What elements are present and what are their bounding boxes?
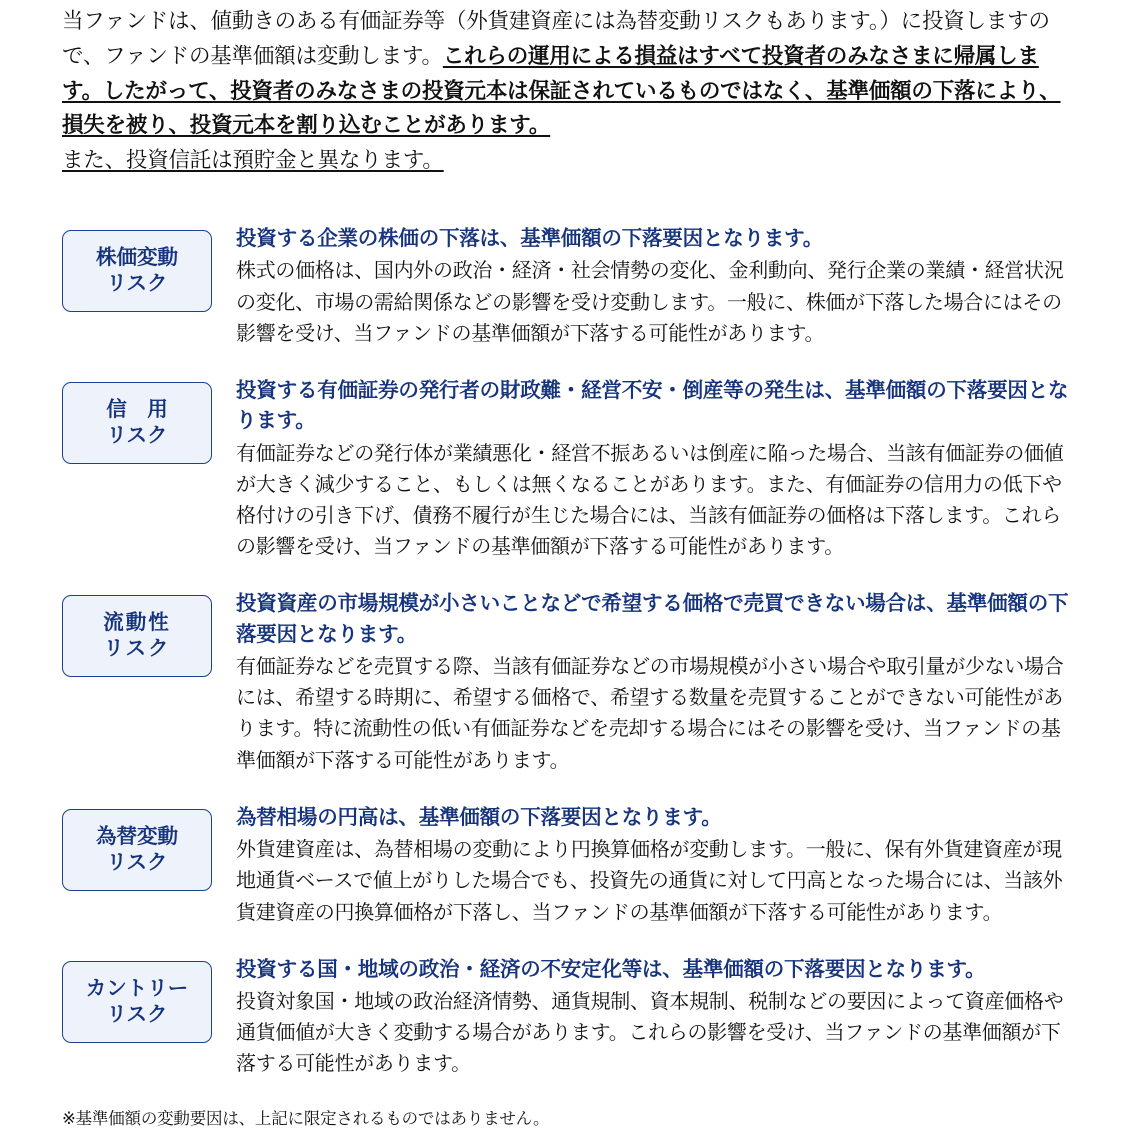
- risk-heading: 投資資産の市場規模が小さいことなどで希望する価格で売買できない場合は、基準価額の下落要因となります。: [236, 592, 1069, 646]
- risk-badge-exchange-rate: [62, 809, 212, 891]
- intro-text-emphasis: これらの運用による損益はすべて投資者のみなさまに帰属します。したがって、投資者のみなさまの投資元本は保証されているものではなく、基準価額の下落により、損失を被り、投資元本を割り込むことがあります。: [62, 43, 1061, 138]
- risk-badge-line2: リスク: [103, 637, 171, 661]
- risk-item: [62, 955, 1072, 1081]
- risk-heading: 投資する有価証券の発行者の財政難・経営不安・倒産等の発生は、基準価額の下落要因となります。: [236, 379, 1069, 433]
- risk-item: [62, 803, 1072, 929]
- risk-description: 外貨建資産は、為替相場の変動により円換算価格が変動します。一般に、保有外貨建資産が現地通貨ベースで値上がりした場合でも、投資先の通貨に対して円高となった場合には、当該外貨建資産の円換算価格が下落し、当ファンドの基準価額が下落する可能性があります。: [236, 839, 1063, 924]
- intro-text-lastline: また、投資信託は預貯金と異なります。: [62, 148, 444, 173]
- risk-badge-line2: リスク: [106, 424, 168, 448]
- risk-badge-line1: 流動性: [103, 611, 171, 635]
- risk-description: 有価証券などの発行体が業績悪化・経営不振あるいは倒産に陥った場合、当該有価証券の価値が大きく減少すること、もしくは無くなることがあります。また、有価証券の信用力の低下や格付けの引き下げ、債務不履行が生じた場合には、当該有価証券の価格は下落します。これらの影響を受け、当ファンドの基準価額が下落する可能性があります。: [236, 442, 1064, 559]
- risk-body: [212, 955, 1072, 1081]
- risk-description: 株式の価格は、国内外の政治・経済・社会情勢の変化、金利動向、発行企業の業績・経営状況の変化、市場の需給関係などの影響を受け変動します。一般に、株価が下落した場合にはその影響を受け、当ファンドの基準価額が下落する可能性があります。: [236, 260, 1064, 345]
- risk-heading: 為替相場の円高は、基準価額の下落要因となります。: [236, 805, 722, 829]
- risk-body: [212, 589, 1072, 776]
- risk-body: [212, 224, 1072, 350]
- risk-item: [62, 589, 1072, 776]
- risk-badge-line2: リスク: [106, 850, 168, 874]
- risk-badge-line1: カントリー: [85, 976, 189, 1000]
- footnote: ※基準価額の変動要因は、上記に限定されるものではありません。: [62, 1109, 550, 1128]
- risk-badge-credit: [62, 382, 212, 464]
- risk-description: 有価証券などを売買する際、当該有価証券などの市場規模が小さい場合や取引量が少ない場合には、希望する時期に、希望する価格で、希望する数量を売買することができない可能性があります。特に流動性の低い有価証券などを売却する場合にはその影響を受け、当ファンドの基準価額が下落する可能性があります。: [236, 656, 1064, 772]
- risk-badge-line1: 為替変動: [96, 824, 178, 848]
- risk-badge-line1: 信 用: [106, 397, 168, 421]
- risk-badge-line1: 株価変動: [96, 245, 178, 269]
- intro-text-normal: 当ファンドは、値動きのある有価証券等（外貨建資産には為替変動リスクもあります。）に投資しますので、ファンドの基準価額は変動します。: [62, 9, 1050, 68]
- risk-heading: 投資する国・地域の政治・経済の不安定化等は、基準価額の下落要因となります。: [236, 957, 986, 981]
- intro-paragraph: [62, 0, 1072, 178]
- risk-heading: 投資する企業の株価の下落は、基準価額の下落要因となります。: [236, 227, 824, 251]
- risk-list: [62, 224, 1072, 1080]
- risk-item: [62, 224, 1072, 350]
- risk-badge-price-fluctuation: [62, 230, 212, 312]
- risk-badge-line2: リスク: [106, 1002, 168, 1026]
- risk-body: [212, 376, 1072, 563]
- risk-badge-liquidity: [62, 595, 212, 677]
- risk-badge-line2: リスク: [106, 272, 168, 296]
- risk-body: [212, 803, 1072, 929]
- risk-badge-country: [62, 961, 212, 1043]
- risk-description: 投資対象国・地域の政治経済情勢、通貨規制、資本規制、税制などの要因によって資産価格や通貨価値が大きく変動する場合があります。これらの影響を受け、当ファンドの基準価額が下落する可能性があります。: [236, 991, 1064, 1076]
- risk-item: [62, 376, 1072, 563]
